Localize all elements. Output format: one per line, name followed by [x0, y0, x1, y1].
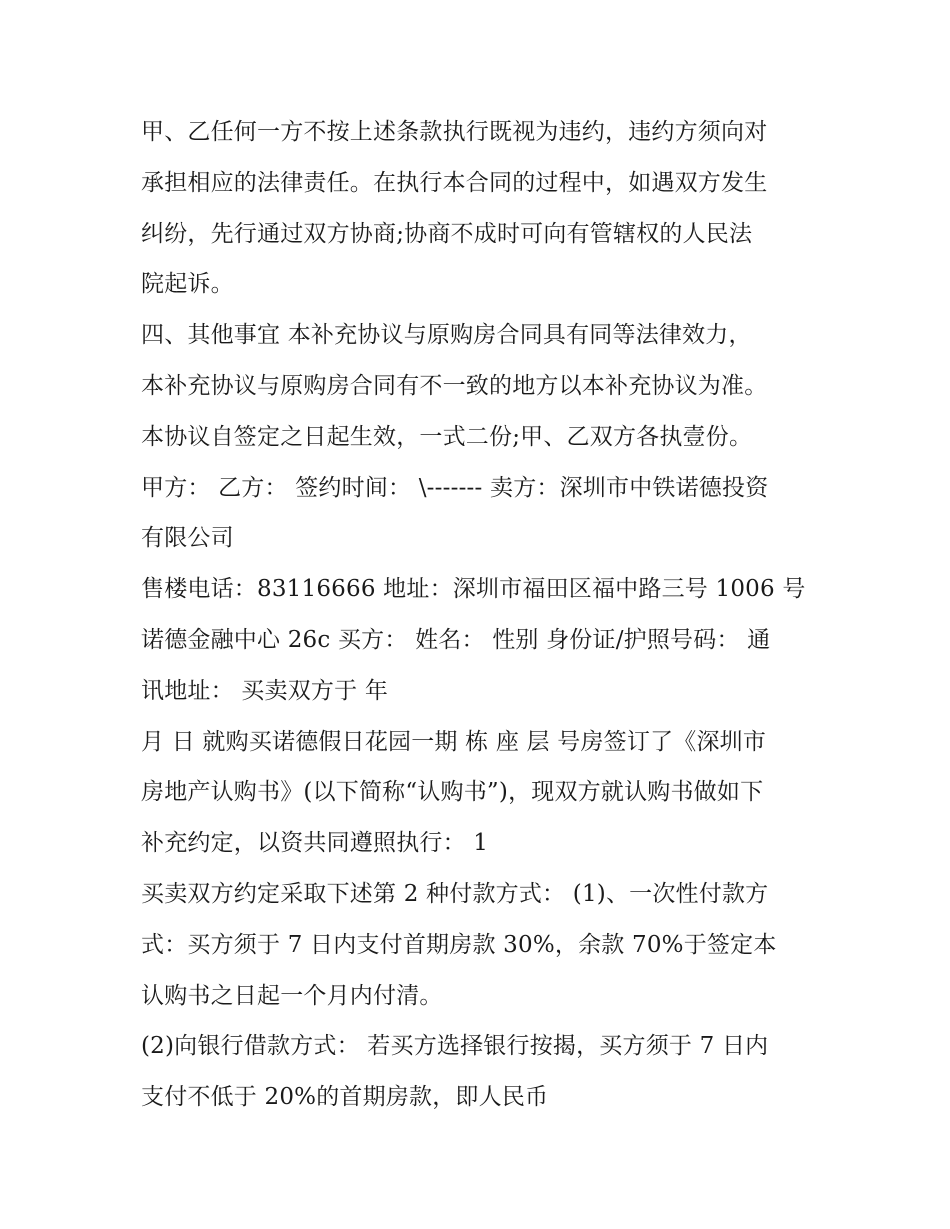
- text-line: 认购书之日起一个月内付清。: [141, 982, 443, 1009]
- text-line: 讯地址： 买卖双方于 年: [141, 677, 389, 704]
- text-line: 诺德金融中心 26c 买方： 姓名： 性别 身份证/护照号码： 通: [141, 626, 771, 653]
- text-line: 甲方： 乙方： 签约时间： \------- 卖方：深圳市中铁诺德投资: [141, 474, 769, 501]
- text-line: 承担相应的法律责任。在执行本合同的过程中，如遇双方发生: [141, 169, 768, 196]
- text-line: 四、其他事宜 本补充协议与原购房合同具有同等法律效力，: [141, 322, 752, 349]
- text-line: 本协议自签定之日起生效，一式二份;甲、乙双方各执壹份。: [141, 423, 753, 450]
- text-line: (2)向银行借款方式： 若买方选择银行按揭，买方须于 7 日内: [141, 1033, 769, 1060]
- text-line: 甲、乙任何一方不按上述条款执行既视为违约，违约方须向对: [141, 119, 768, 145]
- text-line: 支付不低于 20%的首期房款，即人民币: [141, 1084, 549, 1111]
- text-line: 式：买方须于 7 日内支付首期房款 30%，余款 70%于签定本: [141, 931, 777, 958]
- text-line: 月 日 就购买诺德假日花园一期 栋 座 层 号房签订了《深圳市: [141, 728, 767, 755]
- text-line: 本补充协议与原购房合同有不一致的地方以本补充协议为准。: [141, 372, 768, 399]
- text-line: 有限公司: [141, 525, 234, 552]
- text-line: 补充约定，以资共同遵照执行： 1: [141, 830, 489, 857]
- text-line: 售楼电话：83116666 地址：深圳市福田区福中路三号 1006 号: [141, 576, 806, 603]
- text-line: 院起诉。: [141, 271, 234, 298]
- text-line: 买卖双方约定采取下述第 2 种付款方式： (1)、一次性付款方: [141, 880, 769, 907]
- document-body: [141, 107, 821, 1123]
- text-line: 房地产认购书》(以下简称“认购书”)，现双方就认购书做如下: [141, 779, 764, 806]
- text-line: 纠纷，先行通过双方协商;协商不成时可向有管辖权的人民法: [141, 220, 753, 247]
